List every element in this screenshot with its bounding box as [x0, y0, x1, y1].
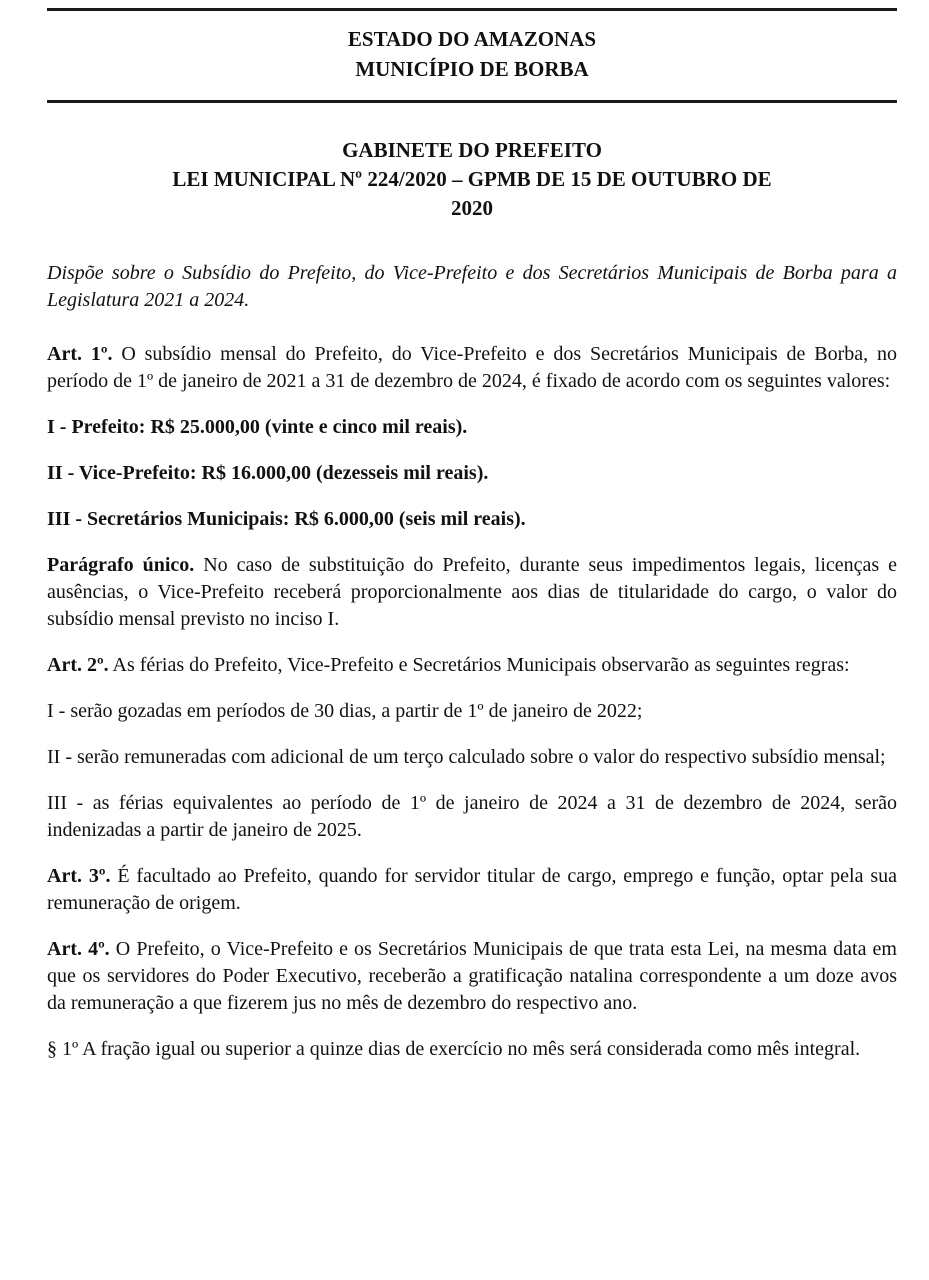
art2-inciso-3-text: III - as férias equivalentes ao período de 1º de janeiro de 2024 a 31 de dezembro de 2024, serão indenizadas a partir de janeiro de 2025.	[47, 792, 897, 841]
art4-paragrafo-1	[47, 1036, 897, 1063]
article-1	[47, 341, 897, 395]
art4-paragrafo-1-text: § 1º A fração igual ou superior a quinze dias de exercício no mês será considerada como mês integral.	[47, 1038, 861, 1060]
article-4-text: O Prefeito, o Vice-Prefeito e os Secretários Municipais de que trata esta Lei, na mesma data em que os servidores do Poder Executivo, receberão a gratificação natalina correspondente a um doze avos da remuneração a que fizerem jus no mês de dezembro do respectivo ano.	[47, 938, 897, 1014]
letterhead-state: ESTADO DO AMAZONAS	[347, 27, 597, 51]
divider-top	[47, 8, 897, 11]
article-4-label: Art. 4º.	[47, 938, 110, 960]
article-2-label: Art. 2º.	[47, 654, 109, 676]
article-4	[47, 936, 897, 1017]
article-2	[47, 652, 897, 679]
art2-inciso-2-text: II - serão remuneradas com adicional de um terço calculado sobre o valor do respectivo subsídio mensal;	[47, 746, 886, 768]
title-office: GABINETE DO PREFEITO	[342, 138, 602, 162]
article-2-text: As férias do Prefeito, Vice-Prefeito e Secretários Municipais observarão as seguintes regras:	[112, 654, 850, 676]
ementa: Dispõe sobre o Subsídio do Prefeito, do Vice-Prefeito e dos Secretários Municipais de Borba para a Legislatura 2021 a 2024.	[47, 262, 897, 311]
art1-inciso-2-vice-prefeito	[47, 460, 897, 487]
letterhead-municipality: MUNICÍPIO DE BORBA	[355, 57, 589, 81]
art2-inciso-1	[47, 698, 897, 725]
document-title	[47, 136, 897, 223]
art2-inciso-1-text: I - serão gozadas em períodos de 30 dias, a partir de 1º de janeiro de 2022;	[47, 700, 643, 722]
art2-inciso-3	[47, 790, 897, 844]
paragrafo-unico-label: Parágrafo único.	[47, 554, 195, 576]
article-1-text: O subsídio mensal do Prefeito, do Vice-Prefeito e dos Secretários Municipais de Borba, no período de 1º de janeiro de 2021 a 31 de dezembro de 2024, é fixado de acordo com os seguintes valores:	[47, 343, 898, 392]
paragrafo-unico-text: No caso de substituição do Prefeito, durante seus impedimentos legais, licenças e ausências, o Vice-Prefeito receberá proporcionalmente aos dias de titularidade do cargo, o valor do subsídio mensal previsto no inciso I.	[47, 554, 898, 630]
art1-inciso-3-text: III - Secretários Municipais: R$ 6.000,00 (seis mil reais).	[47, 508, 526, 530]
article-3-label: Art. 3º.	[47, 865, 111, 887]
art1-inciso-1-text: I - Prefeito: R$ 25.000,00 (vinte e cinco mil reais).	[47, 416, 468, 438]
divider-header	[47, 100, 897, 103]
paragrafo-unico	[47, 552, 897, 633]
art2-inciso-2	[47, 744, 897, 771]
article-3-text: É facultado ao Prefeito, quando for servidor titular de cargo, emprego e função, optar pela sua remuneração de origem.	[47, 865, 898, 914]
title-law-number: LEI MUNICIPAL Nº 224/2020 – GPMB DE 15 DE OUTUBRO DE	[172, 167, 772, 191]
art1-inciso-3-secretarios	[47, 506, 897, 533]
art1-inciso-1-prefeito	[47, 414, 897, 441]
title-law-year: 2020	[451, 196, 493, 220]
art1-inciso-2-text: II - Vice-Prefeito: R$ 16.000,00 (dezesseis mil reais).	[47, 462, 489, 484]
letterhead	[47, 24, 897, 84]
article-1-label: Art. 1º.	[47, 343, 113, 365]
document-content	[47, 0, 897, 1082]
article-3	[47, 863, 897, 917]
